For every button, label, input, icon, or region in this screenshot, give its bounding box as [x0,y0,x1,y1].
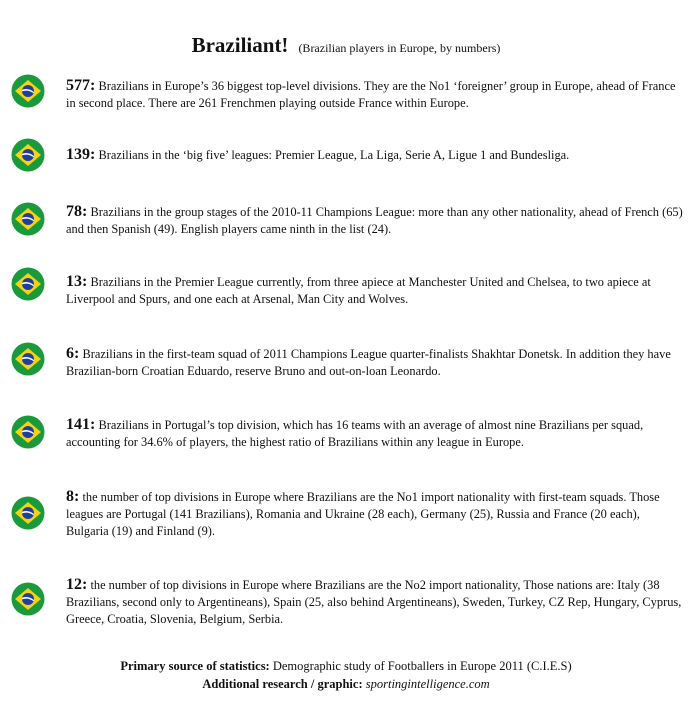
stat-description: Brazilians in the Premier League currently, from three apiece at Manchester United and Chelsea, to two apiece at Liverpool and Spurs, and one each at Arsenal, Man City and Wolves. [66,275,651,306]
stat-text [66,146,684,164]
stat-description: Brazilians in the group stages of the 2010-11 Champions League: more than any other nationality, ahead of French (65) and then Spanish (49). English players came ninth in the list (24). [66,205,683,236]
research-site: sportingintelligence.com [365,677,490,691]
brazil-flag-icon [11,415,45,449]
stat-description: the number of top divisions in Europe where Brazilians are the No2 import nationality, Those nations are: Italy (38 Brazilians, second only to Argentineans), Spain (25, also behind Argentineans), Sweden, Turkey, CZ Rep, Hungary, Cyprus, Greece, Croatia, Slovenia, Belgium, Serbia. [66,578,682,626]
stat-text [66,203,684,238]
stat-description: Brazilians in Europe’s 36 biggest top-level divisions. They are the No1 ‘foreigner’ group in Europe, ahead of France in second place. There are 261 Frenchmen playing outside France within Europe. [66,79,676,110]
stat-number: 141: [66,416,96,433]
stat-number: 8: [66,488,80,505]
source-label: Primary source of statistics: [120,659,270,673]
research-line [0,676,692,693]
stat-description: Brazilians in the first-team squad of 2011 Champions League quarter-finalists Shakhtar Donetsk. In addition they have Brazilian-born Croatian Eduardo, reserve Bruno and out-on-loan Leonardo. [66,347,671,378]
page-subtitle: (Brazilian players in Europe, by numbers) [298,41,501,55]
stat-description: Brazilians in the ‘big five’ leagues: Premier League, La Liga, Serie A, Ligue 1 and Bundesliga. [98,148,570,162]
title-row [0,33,692,58]
source-text: Demographic study of Footballers in Europe 2011 (C.I.E.S) [272,659,572,673]
stat-number: 12: [66,576,88,593]
brazil-flag-icon [11,342,45,376]
stat-text [66,416,684,451]
stat-text [66,488,684,540]
stat-description: Brazilians in Portugal’s top division, which has 16 teams with an average of almost nine Brazilians per squad, accounting for 34.6% of players, the highest ratio of Brazilians within any league in Europe. [66,418,644,449]
stat-number: 577: [66,77,96,94]
brazil-flag-icon [11,267,45,301]
stat-text [66,273,684,308]
brazil-flag-icon [11,202,45,236]
stat-number: 6: [66,345,80,362]
stat-text [66,576,684,628]
brazil-flag-icon [11,582,45,616]
source-line [0,658,692,675]
research-label: Additional research / graphic: [202,677,363,691]
brazil-flag-icon [11,496,45,530]
brazil-flag-icon [11,74,45,108]
stat-number: 13: [66,273,88,290]
stat-text [66,77,684,112]
stat-number: 78: [66,203,88,220]
page-title: Braziliant! [191,33,289,57]
brazil-flag-icon [11,138,45,172]
stat-text [66,345,684,380]
stat-number: 139: [66,146,96,163]
stat-description: the number of top divisions in Europe where Brazilians are the No1 import nationality with first-team squads. Those leagues are Portugal (141 Brazilians), Romania and Ukraine (28 each), Germany (25), Russia and France (20 each), Bulgaria (19) and Finland (9). [66,490,660,538]
